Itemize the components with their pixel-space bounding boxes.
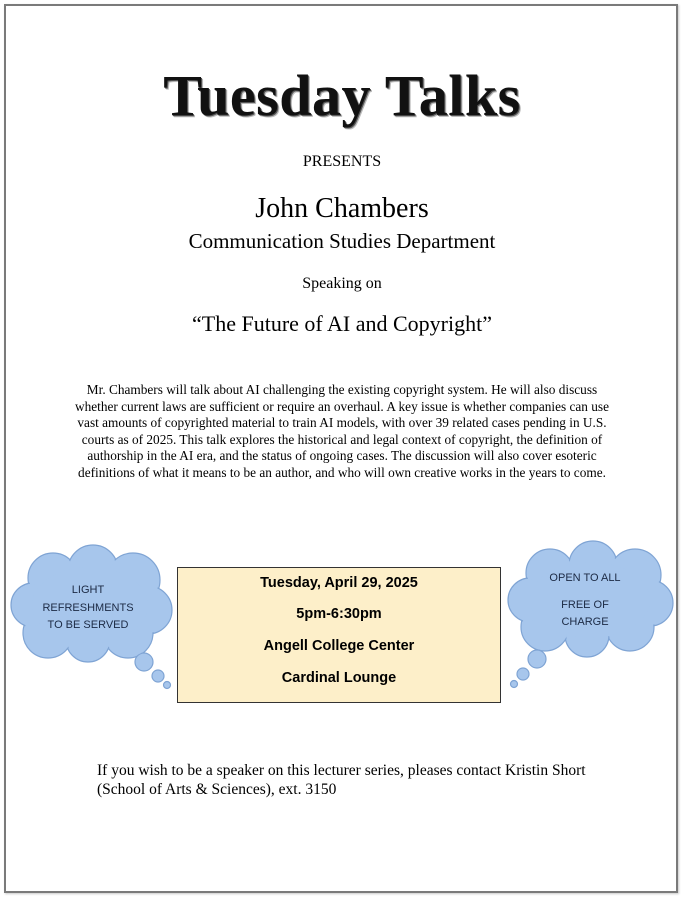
cloud-line: OPEN TO ALL: [549, 572, 621, 584]
contact-info: [97, 761, 617, 799]
description-line: authorship in the AI era, and the status of ongoing cases. The discussion will also cover esoteric: [87, 448, 597, 464]
page-title: Tuesday Talks: [163, 63, 521, 128]
cloud-line: TO BE SERVED: [47, 619, 129, 631]
refreshments-cloud: [8, 548, 178, 693]
refreshments-text: [33, 582, 143, 635]
description-line: Mr. Chambers will talk about AI challenging the existing copyright system. He will also discuss: [86, 382, 598, 397]
description-line: vast amounts of copyrighted material to train AI models, with over 39 related cases pending in U.S.: [77, 415, 607, 431]
description-line: courts as of 2025. This talk explores the historical and legal context of copyright, the definition of: [81, 431, 603, 447]
event-venue: Angell College Center: [263, 638, 415, 654]
contact-line: If you wish to be a speaker on this lecturer series, pleases contact Kristin Short: [97, 762, 586, 779]
open-to-all-cloud: [505, 545, 680, 695]
talk-description: [50, 382, 634, 482]
speaking-on-label: Speaking on: [302, 275, 382, 292]
cloud-line: REFRESHMENTS: [42, 601, 134, 614]
event-details-box: [177, 567, 501, 703]
description-line: definitions of what it means to be an author, and who will own creative works in the years to come.: [78, 464, 606, 480]
speaker-department: Communication Studies Department: [188, 229, 496, 253]
event-time: 5pm-6:30pm: [296, 606, 382, 622]
contact-line: (School of Arts & Sciences), ext. 3150: [97, 781, 337, 798]
event-room: Cardinal Lounge: [281, 670, 397, 686]
cloud-line: LIGHT: [71, 584, 105, 596]
speaker-name: John Chambers: [255, 193, 429, 224]
description-line: whether current laws are sufficient or require an overhaul. A key issue is whether companies can use: [74, 398, 610, 414]
event-date: Tuesday, April 29, 2025: [260, 575, 418, 591]
presents-label: PRESENTS: [302, 153, 382, 170]
open-to-all-text: [525, 570, 645, 632]
cloud-line: CHARGE: [561, 616, 609, 628]
talk-title: “The Future of AI and Copyright”: [192, 311, 492, 336]
cloud-line: FREE OF: [561, 598, 609, 611]
